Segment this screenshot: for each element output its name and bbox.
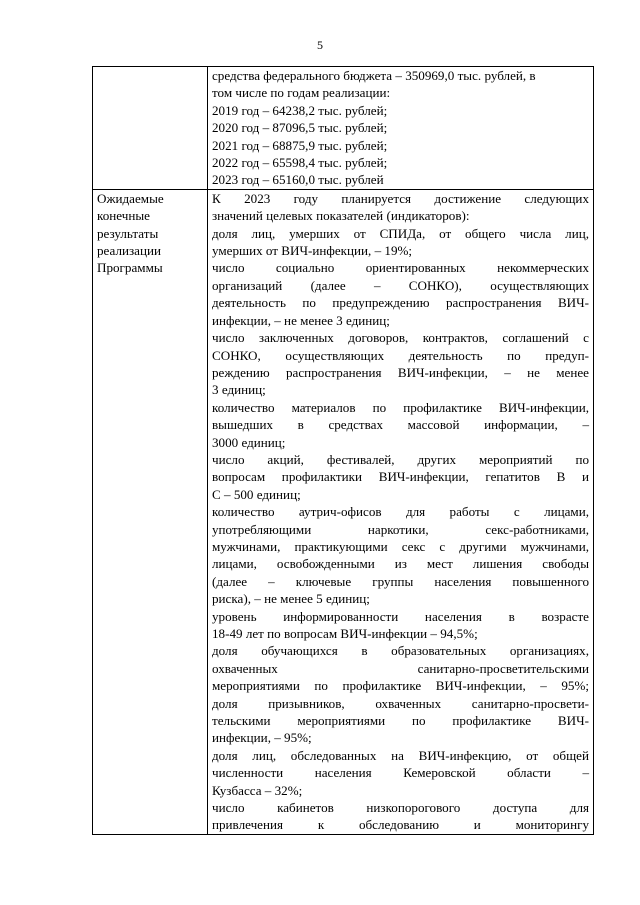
expected-results-label bbox=[93, 189, 208, 834]
expected-results-text-line: риска), – не менее 5 единиц; bbox=[212, 591, 370, 607]
expected-results-text-line: доля призывников, охваченных санитарно-просвети- bbox=[212, 695, 589, 711]
expected-results-text-line: 3000 единиц; bbox=[212, 434, 286, 450]
expected-results-text-line: значений целевых показателей (индикаторов): bbox=[212, 208, 470, 224]
expected-results-text-line: количество аутрич-офисов для работы с лицами, bbox=[212, 504, 589, 520]
funding-text-line: 2020 год – 87096,5 тыс. рублей; bbox=[212, 120, 388, 136]
funding-text-line: 2019 год – 64238,2 тыс. рублей; bbox=[212, 102, 388, 118]
expected-results-text-line: число социально ориентированных некоммерческих bbox=[212, 260, 589, 276]
expected-results-text-line: умерших от ВИЧ-инфекции, – 19%; bbox=[212, 243, 413, 259]
expected-results-text-line: С – 500 единиц; bbox=[212, 486, 301, 502]
expected-results-text-line: доля лиц, умерших от СПИДа, от общего числа лиц, bbox=[212, 225, 589, 241]
expected-results-text-line: реждению распространения ВИЧ-инфекции, – не менее bbox=[212, 364, 589, 380]
expected-results-text-line: инфекции, – не менее 3 единиц; bbox=[212, 312, 390, 328]
funding-text-line: 2021 год – 68875,9 тыс. рублей; bbox=[212, 137, 388, 153]
expected-results-text-line: число заключенных договоров, контрактов, соглашений с bbox=[212, 330, 589, 346]
expected-results-label-line: Программы bbox=[97, 260, 163, 276]
expected-results-text-line: уровень информированности населения в возрасте bbox=[212, 608, 589, 624]
expected-results-text-line: численности населения Кемеровской области – bbox=[212, 765, 589, 781]
expected-results-text-line: число акций, фестивалей, других мероприятий по bbox=[212, 451, 589, 467]
funding-text-cell bbox=[208, 67, 594, 190]
expected-results-text-line: число кабинетов низкопорогового доступа для bbox=[212, 800, 589, 816]
expected-results-text-cell bbox=[208, 189, 594, 834]
table-row-expected-results bbox=[93, 189, 594, 834]
expected-results-text-line: мужчинами, практикующими секс с другими мужчинами, bbox=[212, 538, 589, 554]
expected-results-text-line: Кузбасса – 32%; bbox=[212, 782, 303, 798]
expected-results-text-line: тельскими мероприятиями по профилактике ВИЧ- bbox=[212, 713, 589, 729]
expected-results-text-line: К 2023 году планируется достижение следующих bbox=[212, 190, 589, 206]
expected-results-label-line: конечные bbox=[97, 208, 150, 224]
expected-results-text-line: вышедших в средствах массовой информации, – bbox=[212, 417, 589, 433]
expected-results-label-line: Ожидаемые bbox=[97, 190, 164, 206]
expected-results-text-line: количество материалов по профилактике ВИЧ-инфекции, bbox=[212, 399, 589, 415]
expected-results-text-line: употребляющими наркотики, секс-работниками, bbox=[212, 521, 589, 537]
expected-results-text-line: доля обучающихся в образовательных организациях, bbox=[212, 643, 589, 659]
funding-text-line: средства федерального бюджета – 350969,0 тыс. рублей, в bbox=[212, 68, 536, 83]
expected-results-text-line: 18-49 лет по вопросам ВИЧ-инфекции – 94,5%; bbox=[212, 626, 478, 641]
expected-results-text-line: СОНКО, осуществляющих деятельность по предуп- bbox=[212, 347, 589, 363]
row-label-empty bbox=[93, 67, 208, 190]
expected-results-text-line: привлечения к обследованию и мониторингу bbox=[212, 817, 589, 833]
expected-results-text-line: мероприятиями по профилактике ВИЧ-инфекции, – 95%; bbox=[212, 678, 589, 694]
funding-text-line: том числе по годам реализации: bbox=[212, 85, 391, 101]
expected-results-text-line: охваченных санитарно-просветительскими bbox=[212, 660, 589, 676]
expected-results-text-line: организаций (далее – СОНКО), осуществляющих bbox=[212, 277, 589, 293]
expected-results-text-line: (далее – ключевые группы населения повышенного bbox=[212, 573, 589, 589]
expected-results-text-line: лицами, освобожденными из мест лишения свободы bbox=[212, 556, 589, 572]
expected-results-text-line: вопросам профилактики ВИЧ-инфекции, гепатитов В и bbox=[212, 469, 589, 485]
expected-results-label-line: реализации bbox=[97, 243, 161, 259]
page-number: 5 bbox=[317, 38, 323, 52]
expected-results-text-line: доля лиц, обследованных на ВИЧ-инфекцию, от общей bbox=[212, 747, 589, 763]
expected-results-text-line: инфекции, – 95%; bbox=[212, 730, 312, 746]
expected-results-label-line: результаты bbox=[97, 225, 159, 241]
table-row-funding bbox=[93, 67, 594, 190]
expected-results-text-line: деятельность по предупреждению распространения ВИЧ- bbox=[212, 295, 589, 311]
expected-results-text-line: 3 единиц; bbox=[212, 382, 266, 398]
funding-text-line: 2022 год – 65598,4 тыс. рублей; bbox=[212, 155, 388, 171]
funding-text-line: 2023 год – 65160,0 тыс. рублей bbox=[212, 172, 384, 188]
program-passport-table bbox=[92, 66, 594, 835]
